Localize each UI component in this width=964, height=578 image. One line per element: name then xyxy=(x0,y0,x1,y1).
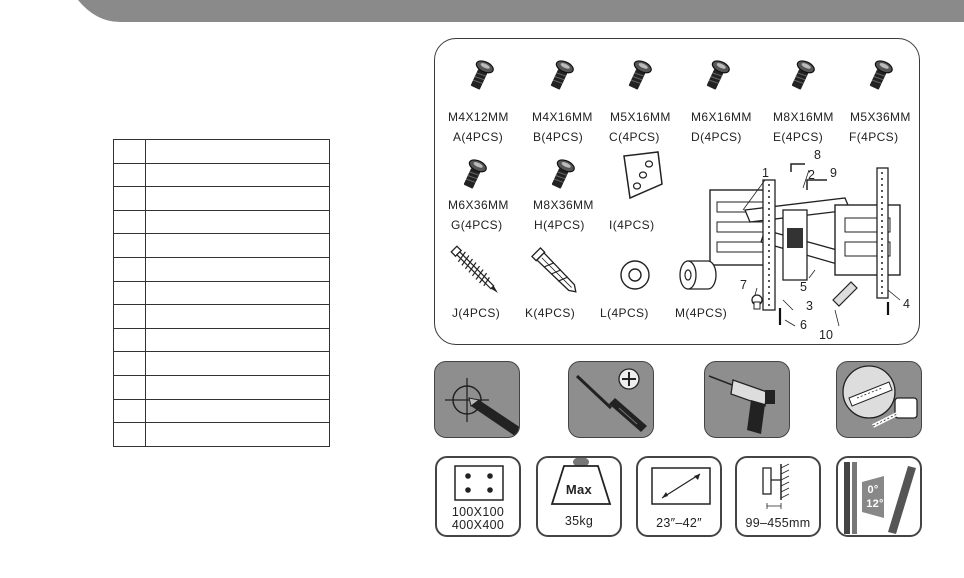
part-g-qty: G(4PCS) xyxy=(451,218,503,232)
max-load-value: 35kg xyxy=(564,514,594,528)
screw-a-icon xyxy=(466,58,496,92)
part-h-size: M8X36MM xyxy=(533,198,594,212)
table-row xyxy=(114,375,330,399)
table-row xyxy=(114,281,330,305)
table-row xyxy=(114,423,330,447)
wall-anchor-icon xyxy=(526,242,586,302)
table-row xyxy=(114,210,330,234)
drill-tool xyxy=(704,361,790,438)
part-m-qty: M(4PCS) xyxy=(675,306,728,320)
table-row xyxy=(114,163,330,187)
part-d-qty: D(4PCS) xyxy=(691,130,742,144)
callout-5: 5 xyxy=(800,280,807,294)
callout-4: 4 xyxy=(903,297,910,311)
part-c-qty: C(4PCS) xyxy=(609,130,660,144)
part-l-qty: L(4PCS) xyxy=(600,306,649,320)
max-label: Max xyxy=(565,482,593,497)
table-row xyxy=(114,140,330,164)
part-f-size: M5X36MM xyxy=(850,110,911,124)
spacer-icon xyxy=(678,258,720,292)
callout-8: 8 xyxy=(814,148,821,162)
callout-1: 1 xyxy=(762,166,769,180)
vesa-line2: 400X400 xyxy=(451,518,505,532)
table-row xyxy=(114,352,330,376)
screen-size-spec xyxy=(636,456,722,537)
screw-e-icon xyxy=(787,58,817,92)
tilt-min: 0° xyxy=(867,484,879,496)
max-load-spec xyxy=(536,456,622,537)
part-f-qty: F(4PCS) xyxy=(849,130,899,144)
table-row xyxy=(114,257,330,281)
screw-c-icon xyxy=(624,58,654,92)
screw-g-icon xyxy=(459,157,489,191)
lag-bolt-icon xyxy=(446,240,506,302)
screwdriver-tool xyxy=(568,361,654,438)
wall-distance-value: 99–455mm xyxy=(745,516,811,530)
vesa-pattern-spec xyxy=(435,456,521,537)
tilt-max: 12° xyxy=(866,498,884,510)
washer-icon xyxy=(618,258,652,292)
part-b-qty: B(4PCS) xyxy=(533,130,584,144)
header-band xyxy=(0,0,964,22)
callout-2: 2 xyxy=(808,168,815,182)
screwdriver-icon xyxy=(569,362,654,438)
tilt-spec xyxy=(836,456,922,537)
part-a-qty: A(4PCS) xyxy=(453,130,504,144)
table-row xyxy=(114,328,330,352)
mark-position-tool xyxy=(434,361,520,438)
part-a-size: M4X12MM xyxy=(448,110,509,124)
part-e-size: M8X16MM xyxy=(773,110,834,124)
part-g-size: M6X36MM xyxy=(448,198,509,212)
vesa-line1: 100X100 xyxy=(451,505,505,519)
part-h-qty: H(4PCS) xyxy=(534,218,585,232)
screen-size-value: 23″–42″ xyxy=(656,516,702,530)
parts-list-table xyxy=(113,139,330,447)
part-j-qty: J(4PCS) xyxy=(452,306,501,320)
mark-position-icon xyxy=(435,362,520,438)
screw-f-icon xyxy=(865,58,895,92)
screw-d-icon xyxy=(702,58,732,92)
callout-6: 6 xyxy=(800,318,807,332)
callout-3: 3 xyxy=(806,299,813,313)
callout-10: 10 xyxy=(819,328,833,342)
part-i-qty: I(4PCS) xyxy=(609,218,655,232)
spacer-plate-icon xyxy=(610,150,668,202)
screw-b-icon xyxy=(546,58,576,92)
part-k-qty: K(4PCS) xyxy=(525,306,576,320)
table-row xyxy=(114,305,330,329)
part-e-qty: E(4PCS) xyxy=(773,130,824,144)
table-row xyxy=(114,234,330,258)
table-row xyxy=(114,187,330,211)
wall-distance-spec xyxy=(735,456,821,537)
callout-9: 9 xyxy=(830,166,837,180)
tape-measure-tool xyxy=(836,361,922,438)
part-d-size: M6X16MM xyxy=(691,110,752,124)
part-b-size: M4X16MM xyxy=(532,110,593,124)
drill-icon xyxy=(705,362,790,438)
table-row xyxy=(114,399,330,423)
callout-7: 7 xyxy=(740,278,747,292)
tape-measure-icon xyxy=(837,362,922,438)
part-c-size: M5X16MM xyxy=(610,110,671,124)
screw-h-icon xyxy=(547,157,577,191)
